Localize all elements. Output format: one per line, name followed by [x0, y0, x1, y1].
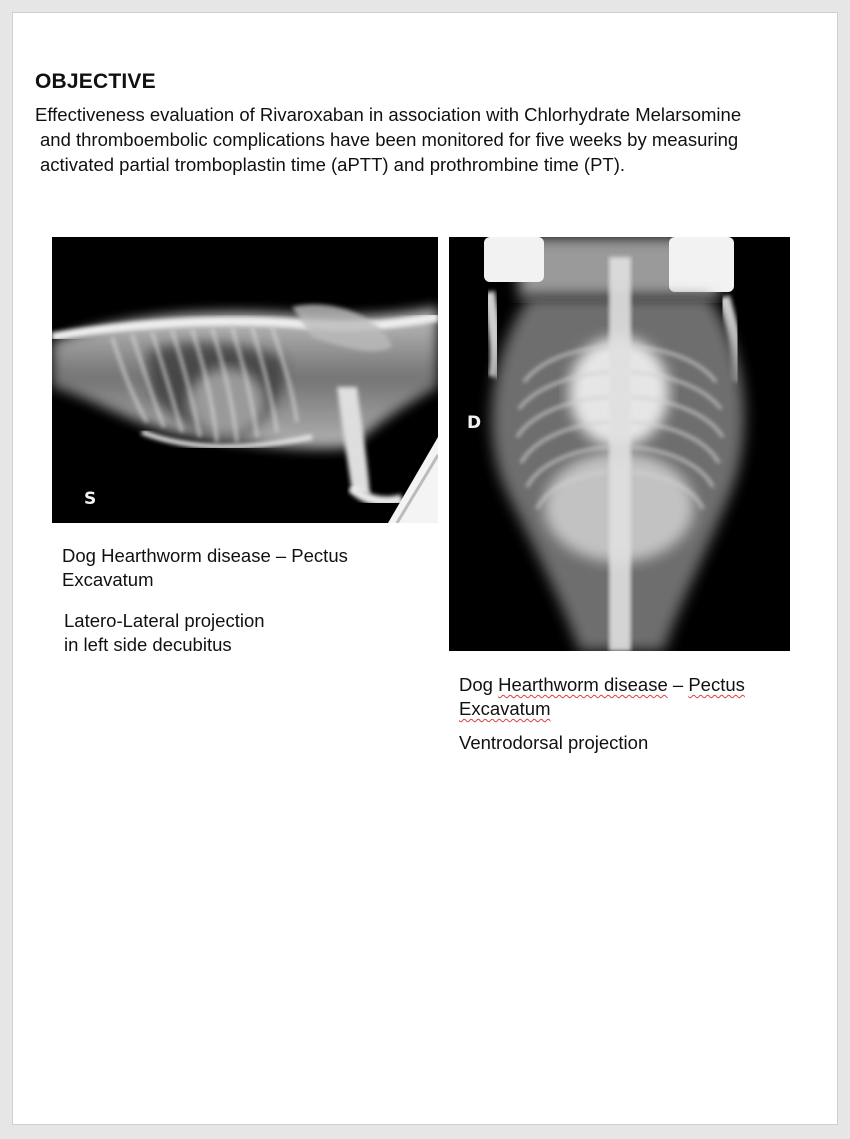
objective-line: activated partial tromboplastin time (aPTT) and prothrombine time (PT).	[40, 154, 626, 175]
caption-line: in left side decubitus	[64, 634, 232, 655]
ventrodorsal-xray-image	[449, 237, 790, 651]
caption-text: –	[667, 674, 689, 695]
spellcheck-flagged-text: Pectus	[688, 674, 745, 695]
caption-text: Dog	[459, 674, 499, 695]
lateral-caption-description	[64, 609, 384, 657]
lateral-xray-image	[52, 237, 438, 523]
lateral-caption-title: Dog Hearthworm disease – Pectus Excavatum	[62, 545, 348, 590]
caption-line: Latero-Lateral projection	[64, 610, 265, 631]
objective-text	[35, 102, 835, 177]
image-marker-label: S	[84, 489, 97, 509]
section-heading: OBJECTIVE	[35, 70, 156, 93]
objective-line: Effectiveness evaluation of Rivaroxaban in association with Chlorhydrate Melarsomine	[35, 104, 742, 125]
ventrodorsal-caption-description: Ventrodorsal projection	[459, 732, 649, 753]
ventrodorsal-xray-graphic	[449, 237, 790, 651]
spellcheck-flagged-text: Hearthworm disease	[498, 674, 668, 695]
lateral-xray-graphic	[52, 237, 438, 523]
objective-line: and thromboembolic complications have been monitored for five weeks by measuring	[40, 129, 739, 150]
image-marker-label: D	[467, 413, 482, 433]
spellcheck-flagged-text: Excavatum	[459, 698, 551, 719]
ventrodorsal-caption-title	[459, 673, 799, 721]
document-page	[12, 12, 838, 1125]
